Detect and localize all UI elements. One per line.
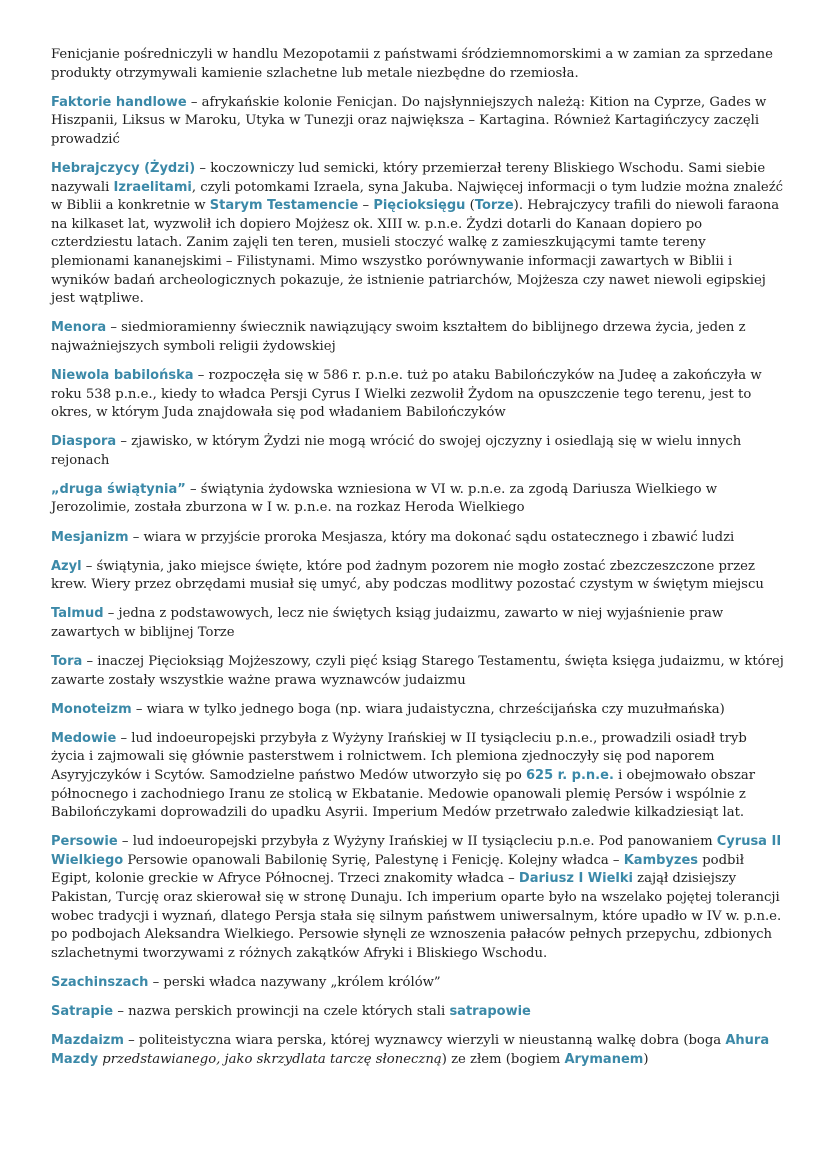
paragraph	[51, 319, 784, 356]
highlighted-term: Arymanem	[564, 1051, 644, 1067]
paragraph	[51, 558, 784, 595]
body-text: – inaczej Pięcioksiąg Mojżeszowy, czyli pięć ksiąg Starego Testamentu, święta księga judaizmu, w której zawarte zostały wszystkie ważne prawa wyznawców judaizmu	[51, 654, 784, 688]
term-heading: Mesjanizm	[51, 529, 129, 545]
body-text: )	[643, 1051, 649, 1067]
paragraph	[51, 46, 784, 83]
body-text: – wiara w tylko jednego boga (np. wiara judaistyczna, chrześcijańska czy muzułmańska)	[131, 701, 725, 717]
paragraph	[51, 605, 784, 642]
italic-text: przedstawianego, jako skrzydlata tarczę słoneczną	[98, 1051, 442, 1067]
body-text: , czyli potomkami Izraela, syna Jakuba. Najwięcej informacji o tym ludzie można znaleźć w Biblii a konkretnie w	[51, 179, 784, 214]
body-text: – nazwa perskich prowincji na czele których stali	[113, 1004, 450, 1020]
term-heading: Satrapie	[51, 1004, 114, 1020]
body-text: podbił Egipt, kolonie greckie w Afryce Północnej. Trzeci znakomity władca –	[51, 852, 744, 887]
body-text: – perski władca nazywany „królem królów”	[148, 974, 441, 990]
term-heading: Faktorie handlowe	[51, 94, 187, 110]
highlighted-term: Cyrusa II Wielkiego	[51, 834, 782, 868]
body-text: ). Hebrajczycy trafili do niewoli faraona na kilkaset lat, wyzwolił ich dopiero Mojżesz ok. XIII w. p.n.e. Żydzi dotarli do Kanaan dopiero po czterdziestu latach. Zanim zajęli ten teren, musieli stoczyć walkę z zamieszkującymi tamte tereny plemionami kananejskimi – Filistynami. Mimo wszystko porównywanie informacji zawartych w Biblii i wyników badań archeologicznych pokazuje, że istnienie patriarchów, Mojżesza czy nawet niewoli egipskiej jest wątpliwe.	[51, 198, 780, 307]
body-text: – politeistyczna wiara perska, której wyznawcy wierzyli w nieustanną walkę dobra (boga	[123, 1033, 726, 1049]
term-heading: Azyl	[51, 558, 82, 574]
term-heading: Hebrajczycy (Żydzi)	[51, 160, 196, 176]
highlighted-term: Kambyzes	[623, 852, 699, 868]
term-heading: Persowie	[51, 834, 118, 850]
highlighted-term: 625 r. p.n.e.	[526, 768, 614, 783]
term-heading: Mazdaizm	[51, 1033, 124, 1049]
term-heading: „druga świątynia”	[51, 481, 186, 497]
body-text: – koczowniczy lud semicki, który przemierzał tereny Bliskiego Wschodu. Sami siebie nazywali	[51, 160, 766, 195]
highlighted-term: Izraelitami	[113, 179, 192, 195]
paragraph	[51, 481, 784, 518]
body-text: ) ze złem (bogiem	[441, 1051, 565, 1067]
term-heading: Szachinszach	[51, 974, 149, 990]
term-heading: Menora	[51, 320, 107, 336]
body-text: Fenicjanie pośredniczyli w handlu Mezopotamii z państwami śródziemnomorskimi a w zamian za sprzedane produkty otrzymywali kamienie szlachetne lub metale niezbędne do rzemiosła.	[51, 47, 773, 81]
paragraph	[51, 1032, 784, 1069]
highlighted-term: satrapowie	[449, 1004, 531, 1020]
body-text: Persowie opanowali Babilonię Syrię, Palestynę i Fenicję. Kolejny władca –	[123, 852, 624, 868]
term-heading: Niewola babilońska	[51, 367, 194, 383]
body-text: i obejmowało obszar północnego i zachodniego Iranu ze stolicą w Ekbatanie. Medowie opanowali plemię Persów i wspólnie z Babilończykami doprowadzili do upadku Asyrii. Imperium Medów przetrwało zaledwie kilkadziesiąt lat.	[51, 768, 756, 821]
body-text: – świątynia, jako miejsce święte, które pod żadnym pozorem nie mogło zostać zbezczeszczone przez krew. Wiery przez obrzędami musiał się umyć, aby podczas modlitwy pozostać czystym w świętym miejscu	[51, 558, 764, 593]
paragraph	[51, 160, 784, 309]
body-text: – afrykańskie kolonie Fenicjan. Do najsłynniejszych należą: Kition na Cyprze, Gades w Hiszpanii, Liksus w Maroku, Utyka w Tunezji oraz największa – Kartagina. Również Kartagińczycy zaczęli prowadzić	[51, 94, 767, 147]
paragraph	[51, 433, 784, 470]
body-text: (	[465, 198, 475, 214]
highlighted-term: Pięcioksięgu	[373, 198, 466, 214]
body-text: – lud indoeuropejski przybyła z Wyżyny Irańskiej w II tysiącleciu p.n.e. Pod panowaniem	[117, 834, 717, 850]
body-text: – świątynia żydowska wzniesiona w VI w. p.n.e. za zgodą Dariusza Wielkiego w Jerozolimie, została zburzona w I w. p.n.e. na rozkaz Heroda Wielkiego	[51, 481, 718, 516]
body-text: – siedmioramienny świecznik nawiązujący swoim kształtem do biblijnego drzewa życia, jeden z najważniejszych symboli religii żydowskiej	[51, 320, 746, 354]
paragraph	[51, 730, 784, 823]
paragraph	[51, 653, 784, 690]
body-text: – lud indoeuropejski przybyła z Wyżyny Irańskiej w II tysiącleciu p.n.e., prowadzili osiadł tryb życia i zajmowali się głównie pasterstwem i rolnictwem. Ich plemiona zjednoczyły się pod naporem Asyryjczyków i Scytów. Samodzielne państwo Medów utworzyło się po	[51, 730, 747, 783]
body-text: – jedna z podstawowych, lecz nie świętych ksiąg judaizmu, zawarto w niej wyjaśnienie praw zawartych w biblijnej Torze	[51, 606, 724, 640]
paragraph	[51, 701, 784, 720]
term-heading: Medowie	[51, 730, 117, 746]
paragraph	[51, 833, 784, 963]
term-heading: Monoteizm	[51, 701, 132, 717]
paragraph	[51, 367, 784, 423]
term-heading: Talmud	[51, 606, 104, 622]
paragraph	[51, 529, 784, 548]
paragraph	[51, 94, 784, 150]
body-text: – rozpoczęła się w 586 r. p.n.e. tuż po ataku Babilończyków na Judeę a zakończyła w roku 538 p.n.e., kiedy to władca Persji Cyrus I Wielki zezwolił Żydom na opuszczenie tego terenu, jest to okres, w którym Juda znajdowała się pod władaniem Babilończyków	[51, 367, 762, 421]
highlighted-term: Dariusz I Wielki	[518, 871, 633, 887]
paragraph	[51, 974, 784, 993]
highlighted-term: Starym Testamencie	[209, 198, 359, 214]
highlighted-term: Ahura Mazdy	[51, 1033, 770, 1067]
term-heading: Diaspora	[51, 434, 117, 450]
body-text: zajął dzisiejszy Pakistan, Turcję oraz skierował się w stronę Dunaju. Ich imperium oparte było na wszelako pojętej tolerancji wobec tradycji i wyznań, dlatego Persja stała się silnym państwem uniwersalnym, które upadło w IV w. p.n.e. po podbojach Aleksandra Wielkiego. Persowie słynęli ze wznoszenia pałaców pełnych przepychu, zdbionych szlachetnymi tworzywami z różnych zakątków Afryki i Bliskiego Wschodu.	[51, 871, 782, 961]
body-text: –	[358, 198, 374, 214]
highlighted-term: Torze	[474, 198, 514, 214]
term-heading: Tora	[51, 654, 83, 670]
body-text: – wiara w przyjście proroka Mesjasza, który ma dokonać sądu ostatecznego i zbawić ludzi	[128, 529, 735, 545]
paragraph	[51, 1003, 784, 1022]
body-text: – zjawisko, w którym Żydzi nie mogą wrócić do swojej ojczyzny i osiedlają się w wielu innych rejonach	[51, 434, 742, 468]
